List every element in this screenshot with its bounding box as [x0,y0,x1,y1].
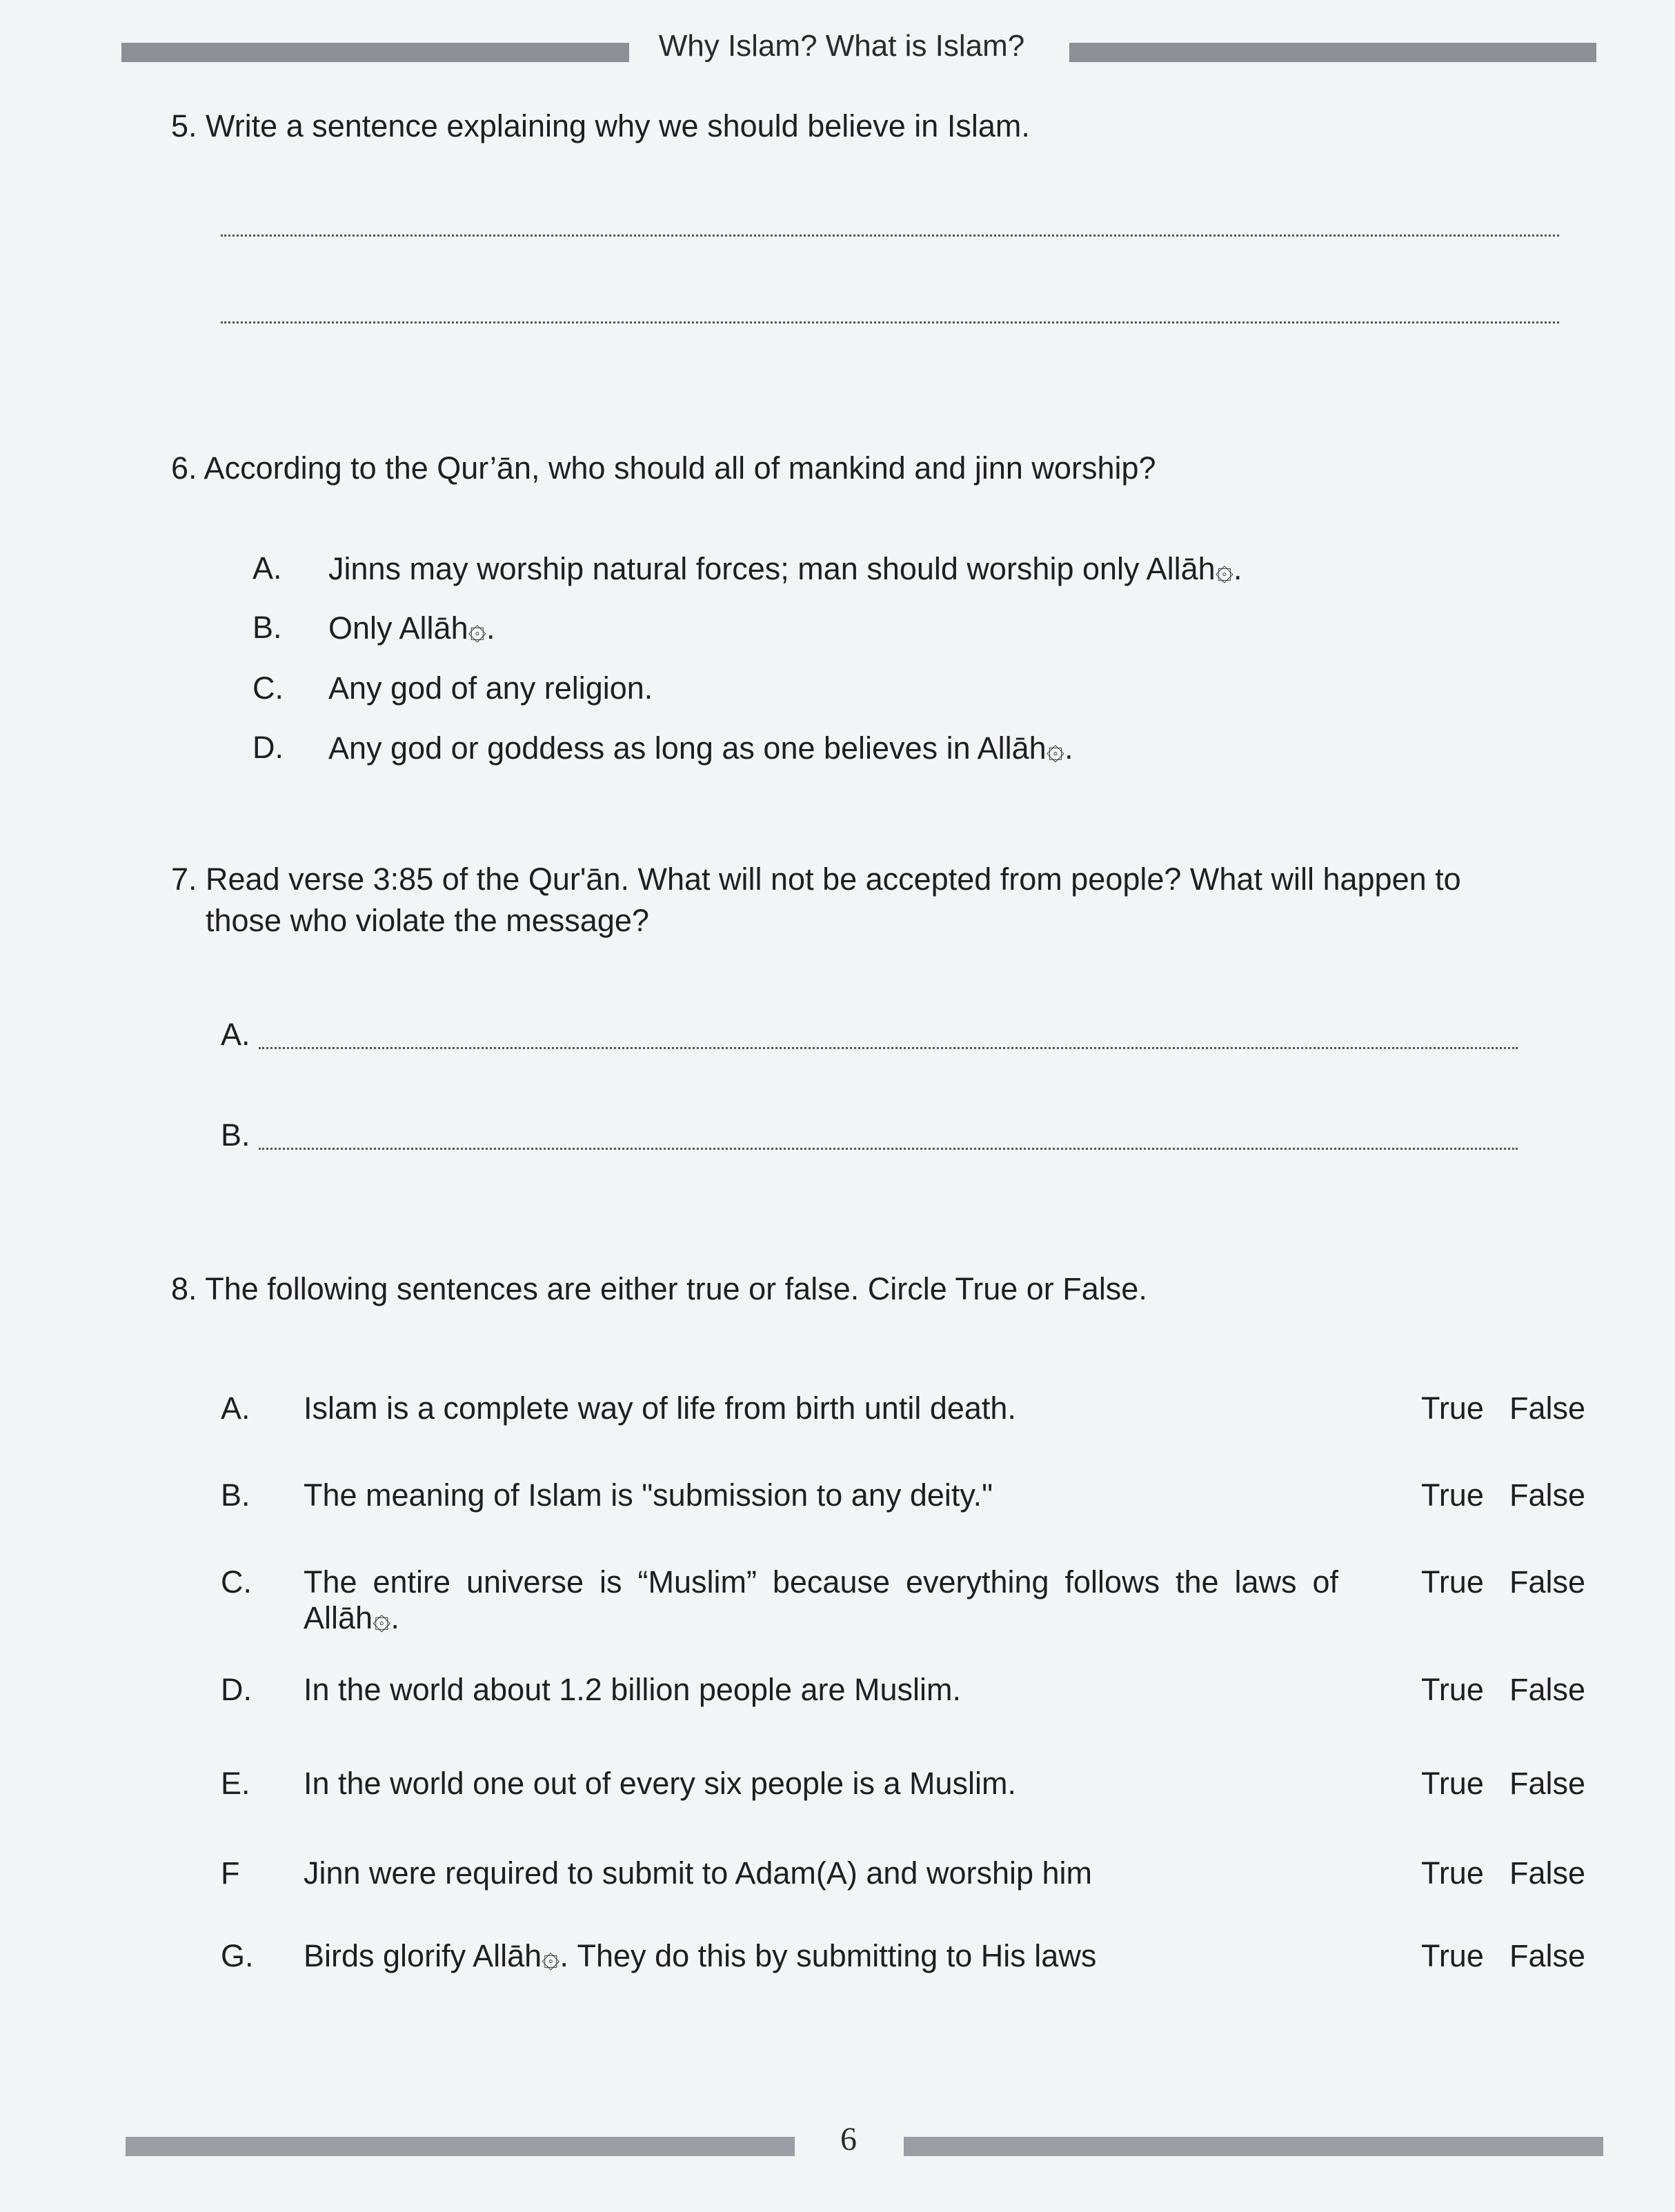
option-text: Only Allāh۞. [328,610,495,646]
item-letter: C. [221,1564,252,1600]
false-choice[interactable]: False [1509,1672,1586,1707]
item-letter: G. [221,1938,254,1973]
true-choice[interactable]: True [1421,1564,1484,1600]
option-letter: D. [252,730,284,765]
true-choice[interactable]: True [1421,1477,1484,1513]
false-choice[interactable]: False [1509,1766,1586,1801]
item-letter: F [221,1855,240,1891]
false-choice[interactable]: False [1509,1855,1586,1891]
option-letter: C. [252,670,284,706]
statement-text: The meaning of Islam is "submission to any deity." [304,1477,993,1513]
item-letter: A. [221,1391,250,1426]
page-header-title: Why Islam? What is Islam? [658,29,1025,63]
answer-line[interactable] [221,235,1559,237]
false-choice[interactable]: False [1509,1938,1586,1973]
header-bar-right [1069,43,1596,62]
option-letter: A. [252,550,282,586]
statement-text: Jinn were required to submit to Adam(A) and worship him [304,1855,1093,1891]
answer-line[interactable] [221,321,1559,323]
option-text: Any god of any religion. [328,670,653,706]
footer-bar-right [904,2137,1603,2156]
answer-line[interactable] [259,1148,1518,1150]
item-letter: D. [221,1672,252,1707]
answer-letter: A. [221,1017,250,1052]
true-choice[interactable]: True [1421,1672,1484,1707]
false-choice[interactable]: False [1509,1477,1586,1513]
header-bar-left [121,43,629,62]
question-6: 6. According to the Qur’ān, who should all of mankind and jinn worship? [171,450,1156,486]
answer-line[interactable] [259,1047,1518,1049]
answer-row-a[interactable] [221,1017,1518,1058]
option-letter: B. [252,610,282,645]
option-text: Jinns may worship natural forces; man should worship only Allāh۞. [328,551,1242,586]
question-8: 8. The following sentences are either true or false. Circle True or False. [171,1271,1147,1306]
option-text: Any god or goddess as long as one believes in Allāh۞. [328,730,1073,766]
true-choice[interactable]: True [1421,1855,1484,1891]
true-choice[interactable]: True [1421,1938,1484,1973]
answer-letter: B. [221,1117,250,1153]
answer-row-b[interactable] [221,1117,1518,1159]
statement-text: In the world one out of every six people is a Muslim. [304,1766,1017,1801]
statement-text: Birds glorify Allāh۞. They do this by submitting to His laws [304,1938,1097,1973]
statement-text: The entire universe is “Muslim” because everything follows the laws of Allāh۞. [304,1564,1338,1635]
question-7-line-2: those who violate the message? [206,903,649,938]
item-letter: E. [221,1766,250,1801]
page-number: 6 [840,2121,857,2158]
true-choice[interactable]: True [1421,1391,1484,1426]
statement-text: Islam is a complete way of life from birth until death. [304,1391,1016,1426]
question-7-line-1: 7. Read verse 3:85 of the Qur'ān. What will not be accepted from people? What will happen to [171,861,1461,897]
item-letter: B. [221,1477,250,1513]
statement-text: In the world about 1.2 billion people are Muslim. [304,1672,962,1707]
footer-bar-left [126,2137,795,2156]
true-choice[interactable]: True [1421,1766,1484,1801]
false-choice[interactable]: False [1509,1564,1586,1600]
false-choice[interactable]: False [1509,1391,1586,1426]
question-5: 5. Write a sentence explaining why we should believe in Islam. [171,108,1030,143]
